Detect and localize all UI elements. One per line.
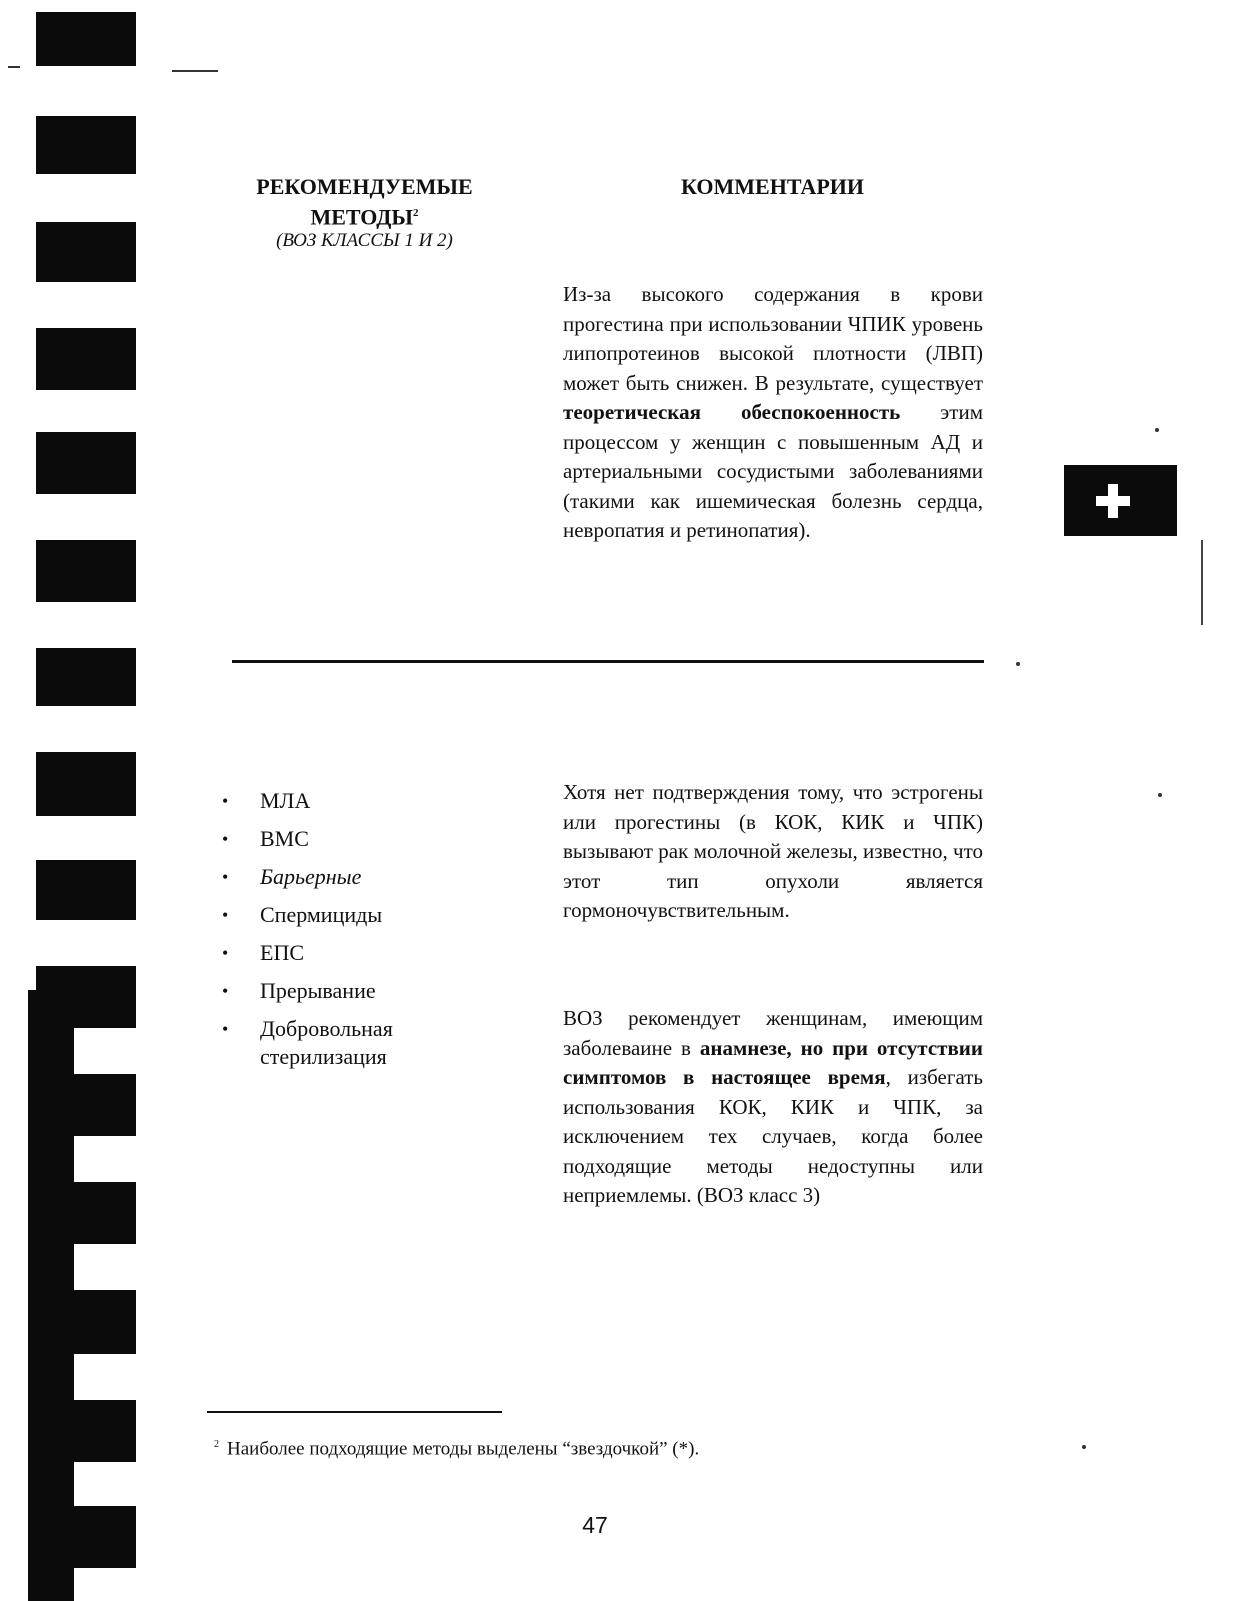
binding-block [36,540,136,602]
header-line-2: МЕТОДЫ$^2$ [310,204,419,230]
list-item: • Добровольная стерилизация [222,1010,522,1071]
binding-block [36,328,136,390]
binding-block [36,222,136,282]
list-item: • Спермициды [222,896,522,934]
footnote [214,1433,699,1461]
binding-block [36,860,136,920]
binding-block [36,116,136,174]
section-divider [232,660,984,663]
bullet-icon: • [222,829,229,849]
footnote-ref: 2 [413,207,419,219]
page-number: 47 [582,1512,608,1538]
page-edge-mark [1201,540,1203,625]
list-item: • Прерывание [222,972,522,1010]
bullet-icon: • [222,981,229,1001]
bullet-icon: • [222,943,229,963]
list-item: • ЕПС [222,934,522,972]
footnote-marker: 2 [214,1439,219,1450]
scan-mark [8,66,20,68]
comments-header: КОММЕНТАРИИ [681,174,864,199]
scan-mark [172,70,218,72]
binding-spine [28,990,74,1601]
bullet-icon: • [222,867,229,887]
bullet-icon: • [222,905,229,925]
scan-speck [1082,1445,1086,1449]
bullet-icon: • [222,791,229,811]
binding-block [36,752,136,816]
scan-speck [1158,793,1162,797]
list-item: • Барьерные [222,858,522,896]
comment-hdl-cholesterol: Из-за высокого содержания в крови прогестина при использовании ЧПИК уровень липопротеинов высокой плотности (ЛВП) может быть снижен. В результате, существует теоретическая обеспокоенность этим процессом у женщин с повышенным АД и артериальными сосудистыми заболеваниями (такими как ишемическая болезнь сердца, невропатия и ретинопатия). [563,282,983,542]
comment-breast-cancer: Хотя нет подтверждения тому, что эстрогены или прогестины (в КОК, КИК и ЧПК) вызывают рак молочной железы, известно, что этот тип опухоли является гормоночувствительным. [563,780,983,922]
comment-who-recommendation: ВОЗ рекомендует женщинам, имеющим заболеваине в анамнезе, но при отсутствии симптомов в настоящее время, избегать использования КОК, КИК и ЧПК, за исключением тех случаев, когда более подходящие методы недоступны или неприемлемы. (ВОЗ класс 3) [563,1006,983,1207]
header-line-1: РЕКОМЕНДУЕМЫЕ [256,174,473,199]
footnote-rule [207,1411,502,1413]
methods-list [222,782,522,1071]
who-classes-subtitle: (ВОЗ КЛАССЫ 1 И 2) [276,230,453,252]
footnote-text: Наиболее подходящие методы выделены “звездочкой” (*). [227,1438,700,1460]
bullet-icon: • [222,1019,229,1039]
emphasis-text: анамнезе, но при отсутствии симптомов в настоящее время [563,1035,983,1089]
scan-speck [1016,662,1020,666]
binding-block [36,432,136,494]
binding-block [36,648,136,706]
recommended-methods-header [232,174,497,252]
emphasis-text: теоретическая обеспокоенность [563,400,901,424]
scan-speck [1155,428,1159,432]
plus-icon [1088,478,1138,524]
binding-block [36,12,136,66]
list-item: • МЛА [222,782,522,820]
list-item: • ВМС [222,820,522,858]
spiral-binding [0,0,160,1601]
